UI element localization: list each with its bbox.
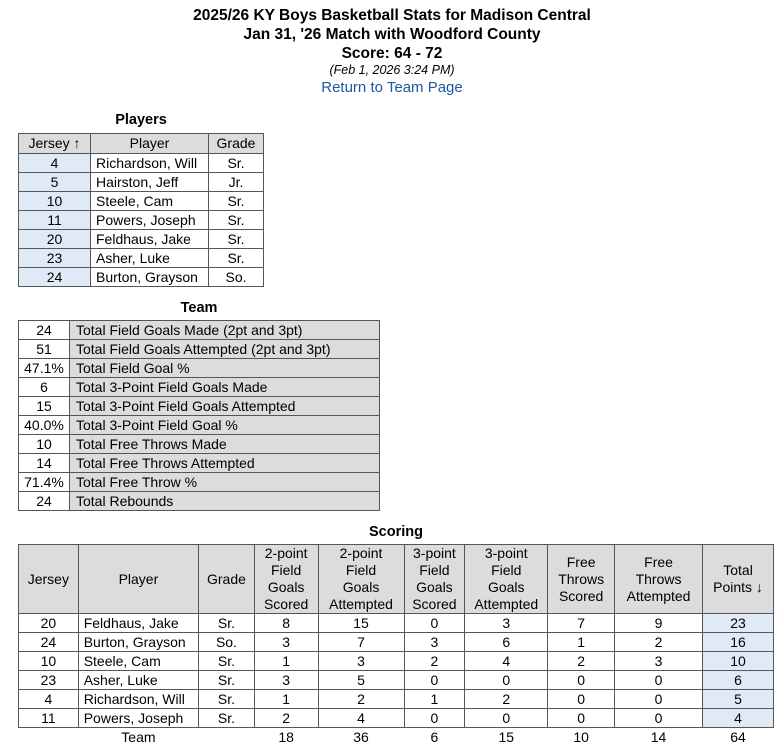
player-row bbox=[19, 230, 264, 249]
player-row bbox=[19, 211, 264, 230]
scoring-column-header[interactable] bbox=[254, 545, 318, 614]
stat-cell: 0 bbox=[404, 709, 465, 728]
stat-cell: 20 bbox=[19, 614, 79, 633]
stat-cell: 3 bbox=[318, 652, 404, 671]
team-caption: Team bbox=[180, 300, 218, 316]
stat-label: Total Field Goal % bbox=[70, 359, 380, 378]
stat-cell: 4 bbox=[19, 690, 79, 709]
scoring-column-header[interactable] bbox=[465, 545, 548, 614]
stat-value: 24 bbox=[19, 321, 70, 340]
team-total-value: 36 bbox=[353, 728, 369, 745]
header-line: Field bbox=[270, 562, 302, 578]
stat-value: 6 bbox=[19, 378, 70, 397]
jersey-cell: 5 bbox=[19, 173, 91, 192]
team-total-value: 6 bbox=[430, 728, 439, 745]
stat-cell: 1 bbox=[254, 652, 318, 671]
header-line: Throws bbox=[635, 570, 682, 587]
stat-cell: 16 bbox=[703, 633, 774, 652]
player-name-cell: Burton, Grayson bbox=[91, 268, 209, 287]
stat-value: 15 bbox=[19, 397, 70, 416]
empty-cell bbox=[19, 728, 79, 747]
stat-cell: 1 bbox=[404, 690, 465, 709]
team-total-value: 14 bbox=[650, 728, 667, 745]
stat-cell: 1 bbox=[548, 633, 615, 652]
scoring-row bbox=[19, 709, 774, 728]
stat-cell: 4 bbox=[318, 709, 404, 728]
player-name-cell: Powers, Joseph bbox=[91, 211, 209, 230]
header-line: Field bbox=[419, 562, 450, 578]
stat-cell: 24 bbox=[19, 633, 79, 652]
stat-cell: 10 bbox=[19, 652, 79, 671]
stat-label: Total 3-Point Field Goal % bbox=[70, 416, 380, 435]
team-stat-row bbox=[19, 359, 380, 378]
team-totals-label: Team bbox=[121, 728, 156, 745]
team-stat-row bbox=[19, 492, 380, 511]
jersey-cell: 10 bbox=[19, 192, 91, 211]
header-line: 2-point bbox=[264, 545, 308, 561]
stat-value: 14 bbox=[19, 454, 70, 473]
header-line: Goals bbox=[416, 579, 453, 595]
stat-cell: 0 bbox=[404, 614, 465, 633]
jersey-cell: 20 bbox=[19, 230, 91, 249]
header-line: Attempted bbox=[626, 587, 691, 604]
stat-cell: 5 bbox=[703, 690, 774, 709]
scoring-header-row bbox=[19, 545, 774, 614]
header-line: 3-point bbox=[413, 545, 456, 561]
stat-label: Total Free Throw % bbox=[70, 473, 380, 492]
stat-label: Total Free Throws Made bbox=[70, 435, 380, 454]
team-totals-row bbox=[19, 728, 774, 747]
header-line: 2-point bbox=[339, 545, 383, 561]
header-line: Attempted bbox=[474, 596, 539, 612]
header-line: Goals bbox=[342, 579, 380, 595]
score-line: Score: 64 - 72 bbox=[341, 45, 443, 62]
stat-cell: 3 bbox=[254, 633, 318, 652]
stat-value: 10 bbox=[19, 435, 70, 454]
player-row bbox=[19, 268, 264, 287]
header-line: Scored bbox=[558, 587, 604, 604]
stat-cell: 3 bbox=[404, 633, 465, 652]
team-stat-row bbox=[19, 473, 380, 492]
player-name-cell: Feldhaus, Jake bbox=[78, 614, 198, 633]
team-stat-row bbox=[19, 321, 380, 340]
team-total-value: 10 bbox=[573, 728, 589, 745]
stat-cell: 1 bbox=[254, 690, 318, 709]
scoring-row bbox=[19, 690, 774, 709]
match-title: Jan 31, '26 Match with Woodford County bbox=[243, 26, 541, 43]
player-name-cell: Burton, Grayson bbox=[78, 633, 198, 652]
player-column-header[interactable]: Player bbox=[91, 134, 209, 154]
scoring-column-header[interactable] bbox=[548, 545, 615, 614]
stat-label: Total Field Goals Made (2pt and 3pt) bbox=[70, 321, 380, 340]
stat-cell: 2 bbox=[318, 690, 404, 709]
player-name-cell: Feldhaus, Jake bbox=[91, 230, 209, 249]
stat-label: Total 3-Point Field Goals Attempted bbox=[70, 397, 380, 416]
stat-cell: 7 bbox=[548, 614, 615, 633]
team-total-value: 18 bbox=[278, 728, 294, 745]
stat-cell: 0 bbox=[615, 709, 703, 728]
player-name-cell: Steele, Cam bbox=[78, 652, 198, 671]
stat-cell: 23 bbox=[703, 614, 774, 633]
stat-label: Total Rebounds bbox=[70, 492, 380, 511]
player-row bbox=[19, 173, 264, 192]
header-line: Throws bbox=[558, 570, 605, 587]
stat-cell: 9 bbox=[615, 614, 703, 633]
scoring-column-header[interactable] bbox=[19, 545, 79, 614]
jersey-cell: 11 bbox=[19, 211, 91, 230]
timestamp: (Feb 1, 2026 3:24 PM) bbox=[329, 63, 455, 77]
scoring-column-header[interactable] bbox=[199, 545, 255, 614]
player-name-cell: Richardson, Will bbox=[91, 154, 209, 173]
stat-cell: 0 bbox=[465, 671, 548, 690]
header-line: Attempted bbox=[329, 596, 393, 612]
stat-cell: Sr. bbox=[199, 614, 255, 633]
header-line: Free bbox=[566, 553, 596, 570]
stat-cell: 2 bbox=[465, 690, 548, 709]
scoring-column-header[interactable] bbox=[78, 545, 198, 614]
team-stat-row bbox=[19, 378, 380, 397]
page-title: 2025/26 KY Boys Basketball Stats for Madison Central bbox=[193, 7, 591, 24]
grade-cell: Sr. bbox=[209, 192, 264, 211]
team-total-value: 15 bbox=[498, 728, 515, 745]
jersey-cell: 23 bbox=[19, 249, 91, 268]
player-row bbox=[19, 249, 264, 268]
stat-value: 40.0% bbox=[19, 416, 70, 435]
stat-cell: 3 bbox=[615, 652, 703, 671]
header-line: Goals bbox=[487, 579, 525, 595]
player-row bbox=[19, 192, 264, 211]
stat-cell: 2 bbox=[254, 709, 318, 728]
return-to-team-link[interactable]: Return to Team Page bbox=[321, 79, 463, 96]
empty-cell bbox=[199, 728, 255, 747]
header-line: 3-point bbox=[484, 545, 528, 561]
scoring-row bbox=[19, 671, 774, 690]
grade-column-header[interactable]: Grade bbox=[209, 134, 264, 154]
players-header-row bbox=[19, 134, 264, 154]
players-table bbox=[18, 133, 264, 287]
grade-cell: So. bbox=[209, 268, 264, 287]
stat-cell: 0 bbox=[404, 671, 465, 690]
stat-cell: Sr. bbox=[199, 652, 255, 671]
player-row bbox=[19, 154, 264, 173]
header-line: Points ↓ bbox=[713, 579, 763, 595]
stat-label: Total 3-Point Field Goals Made bbox=[70, 378, 380, 397]
stat-cell: 0 bbox=[465, 709, 548, 728]
scoring-caption: Scoring bbox=[369, 524, 423, 540]
stat-cell: 6 bbox=[703, 671, 774, 690]
team-stat-row bbox=[19, 397, 380, 416]
stat-cell: 0 bbox=[548, 690, 615, 709]
team-stats-table bbox=[18, 320, 380, 511]
grade-cell: Sr. bbox=[209, 211, 264, 230]
header-line: Grade bbox=[206, 570, 246, 587]
stat-cell: 0 bbox=[548, 709, 615, 728]
stat-cell: 3 bbox=[254, 671, 318, 690]
stat-cell: 0 bbox=[548, 671, 615, 690]
player-name-cell: Richardson, Will bbox=[78, 690, 198, 709]
stat-cell: 15 bbox=[318, 614, 404, 633]
players-caption: Players bbox=[115, 112, 167, 128]
stat-cell: 4 bbox=[465, 652, 548, 671]
team-stat-row bbox=[19, 416, 380, 435]
player-name-cell: Steele, Cam bbox=[91, 192, 209, 211]
stat-label: Total Free Throws Attempted bbox=[70, 454, 380, 473]
stat-cell: 11 bbox=[19, 709, 79, 728]
stat-label: Total Field Goals Attempted (2pt and 3pt) bbox=[70, 340, 380, 359]
jersey-cell: 4 bbox=[19, 154, 91, 173]
grade-cell: Sr. bbox=[209, 249, 264, 268]
jersey-cell: 24 bbox=[19, 268, 91, 287]
stat-cell: Sr. bbox=[199, 690, 255, 709]
player-name-cell: Asher, Luke bbox=[78, 671, 198, 690]
stat-cell: Sr. bbox=[199, 671, 255, 690]
stat-cell: 6 bbox=[465, 633, 548, 652]
stat-cell: 8 bbox=[254, 614, 318, 633]
grade-cell: Jr. bbox=[209, 173, 264, 192]
team-stat-row bbox=[19, 340, 380, 359]
scoring-row bbox=[19, 614, 774, 633]
stat-value: 51 bbox=[19, 340, 70, 359]
scoring-column-header[interactable] bbox=[615, 545, 703, 614]
scoring-table bbox=[18, 544, 774, 746]
header-line: Jersey bbox=[27, 570, 69, 587]
stat-cell: 5 bbox=[318, 671, 404, 690]
team-stat-row bbox=[19, 454, 380, 473]
page-header bbox=[0, 6, 784, 97]
header-line: Scored bbox=[412, 596, 457, 612]
stat-cell: 2 bbox=[404, 652, 465, 671]
stat-cell: 2 bbox=[615, 633, 703, 652]
header-line: Player bbox=[118, 570, 159, 587]
team-stat-row bbox=[19, 435, 380, 454]
grade-cell: Sr. bbox=[209, 154, 264, 173]
header-line: Field bbox=[491, 562, 522, 578]
team-total-value: 64 bbox=[730, 728, 746, 745]
scoring-row bbox=[19, 652, 774, 671]
jersey-sort-header[interactable]: Jersey ↑ bbox=[19, 134, 91, 154]
stat-cell: 7 bbox=[318, 633, 404, 652]
scoring-column-header[interactable] bbox=[404, 545, 465, 614]
header-line: Scored bbox=[263, 596, 309, 612]
scoring-column-header[interactable] bbox=[318, 545, 404, 614]
stat-cell: So. bbox=[199, 633, 255, 652]
grade-cell: Sr. bbox=[209, 230, 264, 249]
stat-value: 47.1% bbox=[19, 359, 70, 378]
total-points-sort-header[interactable] bbox=[703, 545, 774, 614]
header-line: Total bbox=[723, 562, 753, 578]
player-name-cell: Powers, Joseph bbox=[78, 709, 198, 728]
stat-cell: 4 bbox=[703, 709, 774, 728]
stat-cell: 23 bbox=[19, 671, 79, 690]
header-line: Field bbox=[345, 562, 377, 578]
stat-value: 24 bbox=[19, 492, 70, 511]
header-line: Goals bbox=[267, 579, 305, 595]
player-name-cell: Hairston, Jeff bbox=[91, 173, 209, 192]
stat-cell: Sr. bbox=[199, 709, 255, 728]
stat-cell: 3 bbox=[465, 614, 548, 633]
stat-value: 71.4% bbox=[19, 473, 70, 492]
stat-cell: 0 bbox=[615, 671, 703, 690]
stat-cell: 10 bbox=[703, 652, 774, 671]
stat-cell: 0 bbox=[615, 690, 703, 709]
scoring-row bbox=[19, 633, 774, 652]
player-name-cell: Asher, Luke bbox=[91, 249, 209, 268]
header-line: Free bbox=[644, 553, 673, 570]
stat-cell: 2 bbox=[548, 652, 615, 671]
